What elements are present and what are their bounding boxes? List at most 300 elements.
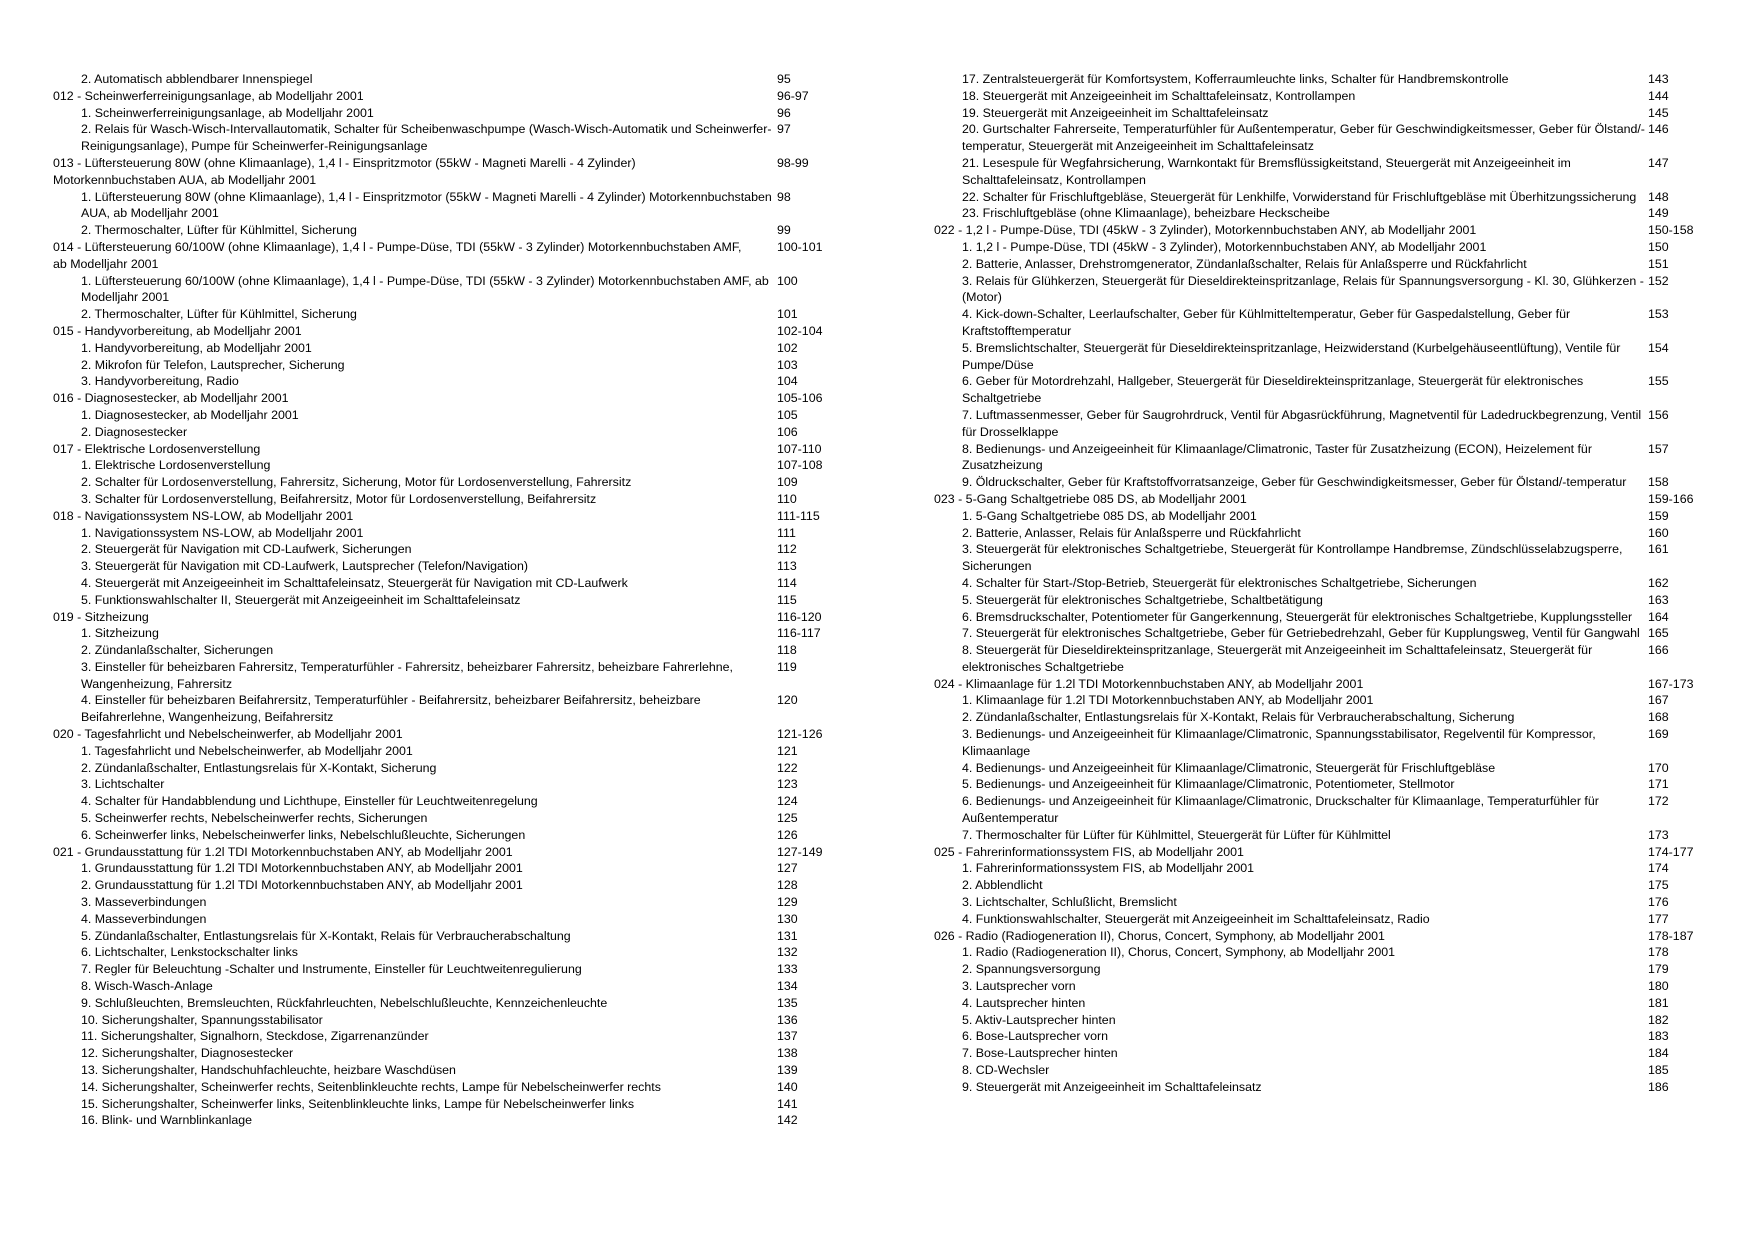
toc-page-number: 127 bbox=[777, 861, 798, 876]
toc-page-number: 162 bbox=[1648, 575, 1669, 590]
toc-entry-title: 4. Kick-down-Schalter, Leerlaufschalter, Geber für Kühlmitteltemperatur, Geber für Gaspedalstellung, Geber für Kraftstofftemperatur bbox=[962, 307, 1571, 338]
toc-subentry bbox=[934, 625, 1734, 642]
toc-subentry bbox=[934, 776, 1734, 793]
toc-page-number: 150-158 bbox=[1648, 223, 1694, 238]
toc-page-number: 160 bbox=[1648, 525, 1669, 540]
toc-entry-title: 1. 5-Gang Schaltgetriebe 085 DS, ab Modelljahr 2001 bbox=[962, 508, 1257, 523]
toc-section-entry bbox=[53, 508, 833, 525]
toc-column-left bbox=[53, 71, 833, 1129]
toc-section-entry bbox=[934, 222, 1734, 239]
toc-entry-title: 19. Steuergerät mit Anzeigeeinheit im Schalttafeleinsatz bbox=[962, 105, 1269, 120]
toc-subentry bbox=[53, 222, 833, 239]
toc-page-number: 118 bbox=[777, 643, 797, 658]
toc-subentry bbox=[934, 273, 1734, 307]
toc-entry-title: 7. Regler für Beleuchtung -Schalter und Instrumente, Einsteller für Leuchtweitenregulierung bbox=[81, 962, 582, 977]
toc-entry-title: 9. Schlußleuchten, Bremsleuchten, Rückfahrleuchten, Nebelschlußleuchte, Kennzeichenleuchte bbox=[81, 995, 608, 1010]
toc-subentry bbox=[934, 978, 1734, 995]
toc-entry-title: 3. Lautsprecher vorn bbox=[962, 979, 1076, 994]
toc-entry-title: 1. 1,2 l - Pumpe-Düse, TDI (45kW - 3 Zylinder), Motorkennbuchstaben ANY, ab Modelljahr 2001 bbox=[962, 239, 1487, 254]
toc-page-number: 142 bbox=[777, 1113, 798, 1128]
toc-subentry bbox=[53, 760, 833, 777]
toc-page-number: 98-99 bbox=[777, 155, 809, 170]
toc-subentry bbox=[53, 1062, 833, 1079]
toc-entry-title: 018 - Navigationssystem NS-LOW, ab Modelljahr 2001 bbox=[53, 508, 354, 523]
toc-entry-title: 5. Bedienungs- und Anzeigeeinheit für Klimaanlage/Climatronic, Potentiometer, Stellmotor bbox=[962, 777, 1455, 792]
toc-page-number: 180 bbox=[1648, 979, 1669, 994]
toc-page-number: 183 bbox=[1648, 1029, 1669, 1044]
toc-page-number: 130 bbox=[777, 911, 798, 926]
toc-page-number: 174-177 bbox=[1648, 844, 1694, 859]
toc-subentry bbox=[53, 407, 833, 424]
toc-subentry bbox=[53, 105, 833, 122]
toc-page-number: 107-108 bbox=[777, 458, 823, 473]
toc-page-number: 124 bbox=[777, 794, 798, 809]
toc-subentry bbox=[53, 1045, 833, 1062]
toc-page-number: 159-166 bbox=[1648, 491, 1694, 506]
toc-subentry bbox=[53, 1028, 833, 1045]
toc-subentry bbox=[53, 357, 833, 374]
toc-entry-title: 15. Sicherungshalter, Scheinwerfer links, Seitenblinkleuchte links, Lampe für Nebelscheinwerfer links bbox=[81, 1096, 635, 1111]
toc-entry-title: 9. Öldruckschalter, Geber für Kraftstoffvorratsanzeige, Geber für Geschwindigkeitsmesser, Geber für Ölstand/-temperatur bbox=[962, 475, 1627, 490]
toc-entry-title: 7. Steuergerät für elektronisches Schaltgetriebe, Geber für Getriebedrehzahl, Geber für Kupplungsweg, Ventil für Gangwahl bbox=[962, 626, 1640, 641]
toc-page-number: 177 bbox=[1648, 911, 1669, 926]
toc-entry-title: 21. Lesespule für Wegfahrsicherung, Warnkontakt für Bremsflüssigkeitstand, Steuergerät mit Anzeigeeinheit im Schalttafeleinsatz, Kontrollampen bbox=[962, 155, 1571, 187]
toc-entry-title: 5. Zündanlaßschalter, Entlastungsrelais für X-Kontakt, Relais für Verbraucherabschaltung bbox=[81, 928, 571, 943]
toc-page-number: 149 bbox=[1648, 206, 1669, 221]
toc-subentry bbox=[53, 642, 833, 659]
toc-page-number: 171 bbox=[1648, 777, 1669, 792]
toc-entry-title: 3. Einsteller für beheizbaren Fahrersitz, Temperaturfühler - Fahrersitz, beheizbarer Fahrersitz, beheizbare Fahrerlehne, Wangenheizung, Fahrersitz bbox=[81, 659, 733, 691]
toc-entry-title: 1. Grundausstattung für 1.2l TDI Motorkennbuchstaben ANY, ab Modelljahr 2001 bbox=[81, 861, 523, 876]
toc-entry-title: 22. Schalter für Frischluftgebläse, Steuergerät für Lenkhilfe, Vorwiderstand für Frischluftgebläse mit Überhitzungssicherung bbox=[962, 189, 1637, 204]
toc-page-number: 147 bbox=[1648, 155, 1669, 170]
toc-page-number: 141 bbox=[777, 1096, 798, 1111]
toc-subentry bbox=[934, 692, 1734, 709]
toc-page-number: 181 bbox=[1648, 995, 1669, 1010]
toc-subentry bbox=[934, 827, 1734, 844]
toc-subentry bbox=[53, 71, 833, 88]
toc-page-number: 146 bbox=[1648, 122, 1669, 137]
toc-entry-title: 7. Luftmassenmesser, Geber für Saugrohrdruck, Ventil für Abgasrückführung, Magnetventil für Ladedruckbegrenzung, Ventil für Drosselklappe bbox=[962, 407, 1642, 439]
toc-page-number: 97 bbox=[777, 122, 791, 137]
toc-entry-title: 5. Steuergerät für elektronisches Schaltgetriebe, Schaltbetätigung bbox=[962, 592, 1323, 607]
toc-subentry bbox=[53, 575, 833, 592]
toc-page-number: 136 bbox=[777, 1012, 798, 1027]
toc-subentry bbox=[934, 508, 1734, 525]
toc-entry-title: 020 - Tagesfahrlicht und Nebelscheinwerfer, ab Modelljahr 2001 bbox=[53, 727, 403, 742]
toc-subentry bbox=[934, 189, 1734, 206]
toc-page-number: 132 bbox=[777, 945, 798, 960]
toc-entry-title: 014 - Lüftersteuerung 60/100W (ohne Klimaanlage), 1,4 l - Pumpe-Düse, TDI (55kW - 3 Zylinder) Motorkennbuchstaben AMF, ab Modelljahr 2001 bbox=[53, 239, 742, 271]
toc-page-number: 100 bbox=[777, 273, 798, 288]
toc-subentry bbox=[53, 189, 833, 223]
toc-page-number: 168 bbox=[1648, 710, 1669, 725]
toc-entry-title: 3. Masseverbindungen bbox=[81, 895, 207, 910]
toc-entry-title: 1. Fahrerinformationssystem FIS, ab Modelljahr 2001 bbox=[962, 861, 1254, 876]
toc-subentry bbox=[934, 306, 1734, 340]
toc-section-entry bbox=[53, 726, 833, 743]
toc-subentry bbox=[53, 659, 833, 693]
toc-entry-title: 3. Lichtschalter bbox=[81, 777, 165, 792]
toc-entry-title: 2. Thermoschalter, Lüfter für Kühlmittel, Sicherung bbox=[81, 307, 357, 322]
toc-page-number: 179 bbox=[1648, 962, 1669, 977]
toc-subentry bbox=[53, 978, 833, 995]
toc-column-right bbox=[934, 71, 1734, 1096]
toc-entry-title: 5. Scheinwerfer rechts, Nebelscheinwerfer rechts, Sicherungen bbox=[81, 811, 428, 826]
toc-subentry bbox=[934, 894, 1734, 911]
toc-entry-title: 2. Batterie, Anlasser, Drehstromgenerator, Zündanlaßschalter, Relais für Anlaßsperre und Rückfahrlicht bbox=[962, 256, 1527, 271]
toc-page-number: 103 bbox=[777, 357, 798, 372]
toc-entry-title: 8. Steuergerät für Dieseldirekteinspritzanlage, Steuergerät mit Anzeigeeinheit im Schalttafeleinsatz, Steuergerät für elektronisches Schaltgetriebe bbox=[962, 643, 1593, 674]
toc-section-entry bbox=[53, 609, 833, 626]
toc-subentry bbox=[53, 894, 833, 911]
toc-entry-title: 2. Grundausstattung für 1.2l TDI Motorkennbuchstaben ANY, ab Modelljahr 2001 bbox=[81, 878, 523, 893]
toc-entry-title: 021 - Grundausstattung für 1.2l TDI Motorkennbuchstaben ANY, ab Modelljahr 2001 bbox=[53, 844, 513, 859]
toc-subentry bbox=[934, 709, 1734, 726]
toc-entry-title: 6. Scheinwerfer links, Nebelscheinwerfer links, Nebelschlußleuchte, Sicherungen bbox=[81, 827, 526, 842]
toc-page-number: 145 bbox=[1648, 105, 1669, 120]
toc-page-number: 111-115 bbox=[777, 508, 820, 523]
toc-page-number: 175 bbox=[1648, 878, 1669, 893]
toc-subentry bbox=[53, 558, 833, 575]
toc-subentry bbox=[53, 810, 833, 827]
toc-subentry bbox=[934, 105, 1734, 122]
toc-page-number: 176 bbox=[1648, 895, 1669, 910]
toc-section-entry bbox=[934, 676, 1734, 693]
toc-page-number: 120 bbox=[777, 693, 798, 708]
toc-entry-title: 2. Diagnosestecker bbox=[81, 424, 188, 439]
toc-page-number: 102-104 bbox=[777, 323, 823, 338]
toc-entry-title: 16. Blink- und Warnblinkanlage bbox=[81, 1113, 253, 1128]
toc-section-entry bbox=[53, 323, 833, 340]
toc-entry-title: 015 - Handyvorbereitung, ab Modelljahr 2001 bbox=[53, 323, 302, 338]
toc-entry-title: 2. Spannungsversorgung bbox=[962, 962, 1101, 977]
toc-page-number: 96 bbox=[777, 105, 791, 120]
toc-subentry bbox=[934, 642, 1734, 676]
toc-page-number: 114 bbox=[777, 575, 797, 590]
toc-subentry bbox=[53, 121, 833, 155]
toc-subentry bbox=[934, 205, 1734, 222]
toc-page-number: 150 bbox=[1648, 239, 1669, 254]
toc-page-number: 99 bbox=[777, 223, 791, 238]
toc-page-number: 101 bbox=[777, 307, 798, 322]
toc-subentry bbox=[53, 273, 833, 307]
toc-subentry bbox=[53, 776, 833, 793]
toc-entry-title: 2. Batterie, Anlasser, Relais für Anlaßsperre und Rückfahrlicht bbox=[962, 525, 1301, 540]
toc-section-entry bbox=[53, 239, 833, 273]
toc-page-number: 139 bbox=[777, 1063, 798, 1078]
toc-page-number: 186 bbox=[1648, 1079, 1669, 1094]
toc-subentry bbox=[934, 944, 1734, 961]
toc-entry-title: 9. Steuergerät mit Anzeigeeinheit im Schalttafeleinsatz bbox=[962, 1079, 1262, 1094]
toc-subentry bbox=[934, 609, 1734, 626]
toc-entry-title: 1. Diagnosestecker, ab Modelljahr 2001 bbox=[81, 407, 299, 422]
toc-entry-title: 3. Handyvorbereitung, Radio bbox=[81, 374, 239, 389]
toc-page-number: 111 bbox=[777, 525, 796, 540]
toc-page-number: 159 bbox=[1648, 508, 1669, 523]
toc-subentry bbox=[934, 441, 1734, 475]
toc-page-number: 110 bbox=[777, 491, 797, 506]
toc-entry-title: 1. Sitzheizung bbox=[81, 626, 159, 641]
toc-subentry bbox=[53, 340, 833, 357]
toc-page-number: 153 bbox=[1648, 307, 1669, 322]
toc-page-number: 109 bbox=[777, 475, 798, 490]
toc-entry-title: 6. Bose-Lautsprecher vorn bbox=[962, 1029, 1109, 1044]
toc-subentry bbox=[53, 928, 833, 945]
toc-entry-title: 13. Sicherungshalter, Handschuhfachleuchte, heizbare Waschdüsen bbox=[81, 1063, 456, 1078]
toc-entry-title: 2. Schalter für Lordosenverstellung, Fahrersitz, Sicherung, Motor für Lordosenverstellung, Fahrersitz bbox=[81, 475, 632, 490]
toc-entry-title: 012 - Scheinwerferreinigungsanlage, ab Modelljahr 2001 bbox=[53, 88, 364, 103]
toc-page-number: 157 bbox=[1648, 441, 1669, 456]
toc-page-number: 127-149 bbox=[777, 844, 823, 859]
toc-entry-title: 022 - 1,2 l - Pumpe-Düse, TDI (45kW - 3 Zylinder), Motorkennbuchstaben ANY, ab Modelljahr 2001 bbox=[934, 223, 1477, 238]
toc-page-number: 169 bbox=[1648, 727, 1669, 742]
toc-page-number: 106 bbox=[777, 424, 798, 439]
toc-subentry bbox=[53, 692, 833, 726]
toc-page-number: 133 bbox=[777, 962, 798, 977]
toc-subentry bbox=[934, 121, 1734, 155]
toc-subentry bbox=[53, 877, 833, 894]
toc-subentry bbox=[53, 625, 833, 642]
toc-subentry bbox=[53, 541, 833, 558]
toc-page-number: 167 bbox=[1648, 693, 1669, 708]
toc-entry-title: 5. Aktiv-Lautsprecher hinten bbox=[962, 1012, 1116, 1027]
toc-page-number: 131 bbox=[777, 928, 798, 943]
toc-subentry bbox=[934, 793, 1734, 827]
toc-page-number: 95 bbox=[777, 72, 791, 86]
toc-page-number: 138 bbox=[777, 1046, 798, 1061]
toc-entry-title: 016 - Diagnosestecker, ab Modelljahr 2001 bbox=[53, 391, 289, 406]
toc-subentry bbox=[53, 1012, 833, 1029]
toc-subentry bbox=[53, 961, 833, 978]
toc-subentry bbox=[934, 1062, 1734, 1079]
toc-page-number: 182 bbox=[1648, 1012, 1669, 1027]
toc-page-number: 104 bbox=[777, 374, 798, 389]
toc-page-number: 96-97 bbox=[777, 88, 809, 103]
toc-entry-title: 017 - Elektrische Lordosenverstellung bbox=[53, 441, 261, 456]
toc-page-number: 178-187 bbox=[1648, 928, 1694, 943]
toc-subentry bbox=[53, 743, 833, 760]
toc-section-entry bbox=[53, 390, 833, 407]
toc-entry-title: 1. Radio (Radiogeneration II), Chorus, Concert, Symphony, ab Modelljahr 2001 bbox=[962, 945, 1395, 960]
toc-subentry bbox=[934, 1012, 1734, 1029]
toc-page-number: 143 bbox=[1648, 72, 1669, 86]
toc-entry-title: 026 - Radio (Radiogeneration II), Chorus, Concert, Symphony, ab Modelljahr 2001 bbox=[934, 928, 1385, 943]
toc-entry-title: 3. Steuergerät für Navigation mit CD-Laufwerk, Lautsprecher (Telefon/Navigation) bbox=[81, 559, 528, 574]
toc-page-number: 121-126 bbox=[777, 727, 823, 742]
toc-page-number: 178 bbox=[1648, 945, 1669, 960]
toc-subentry bbox=[934, 239, 1734, 256]
toc-entry-title: 3. Bedienungs- und Anzeigeeinheit für Klimaanlage/Climatronic, Spannungsstabilisator, Regelventil für Kompressor, Klimaanlage bbox=[962, 727, 1596, 758]
toc-page-number: 135 bbox=[777, 995, 798, 1010]
toc-entry-title: 4. Bedienungs- und Anzeigeeinheit für Klimaanlage/Climatronic, Steuergerät für Frischluftgebläse bbox=[962, 760, 1496, 775]
toc-page-number: 98 bbox=[777, 189, 791, 204]
toc-entry-title: 5. Bremslichtschalter, Steuergerät für Dieseldirekteinspritzanlage, Heizwiderstand (Kurbelgehäuseentlüftung), Ventile für Pumpe/Düse bbox=[962, 340, 1621, 372]
toc-entry-title: 3. Lichtschalter, Schlußlicht, Bremslicht bbox=[962, 895, 1177, 910]
toc-page-number: 123 bbox=[777, 777, 798, 792]
toc-entry-title: 14. Sicherungshalter, Scheinwerfer rechts, Seitenblinkleuchte rechts, Lampe für Nebelscheinwerfer rechts bbox=[81, 1079, 661, 1094]
toc-subentry bbox=[934, 961, 1734, 978]
toc-entry-title: 4. Lautsprecher hinten bbox=[962, 995, 1086, 1010]
toc-entry-title: 023 - 5-Gang Schaltgetriebe 085 DS, ab Modelljahr 2001 bbox=[934, 491, 1247, 506]
toc-subentry bbox=[934, 71, 1734, 88]
toc-page-number: 151 bbox=[1648, 256, 1669, 271]
toc-subentry bbox=[53, 525, 833, 542]
toc-page-number: 121 bbox=[777, 743, 798, 758]
toc-subentry bbox=[934, 88, 1734, 105]
toc-entry-title: 025 - Fahrerinformationssystem FIS, ab Modelljahr 2001 bbox=[934, 844, 1244, 859]
toc-entry-title: 4. Steuergerät mit Anzeigeeinheit im Schalttafeleinsatz, Steuergerät für Navigation mit CD-Laufwerk bbox=[81, 575, 628, 590]
toc-page-number: 161 bbox=[1648, 542, 1669, 557]
toc-subentry bbox=[934, 340, 1734, 374]
toc-page-number: 166 bbox=[1648, 643, 1669, 658]
toc-page-number: 119 bbox=[777, 659, 797, 674]
toc-section-entry bbox=[53, 441, 833, 458]
toc-page-number: 154 bbox=[1648, 340, 1669, 355]
toc-page-number: 115 bbox=[777, 592, 797, 607]
toc-page-number: 185 bbox=[1648, 1063, 1669, 1078]
toc-entry-title: 7. Thermoschalter für Lüfter für Kühlmittel, Steuergerät für Lüfter für Kühlmittel bbox=[962, 827, 1391, 842]
toc-entry-title: 1. Elektrische Lordosenverstellung bbox=[81, 458, 271, 473]
toc-entry-title: 4. Schalter für Handabblendung und Lichthupe, Einsteller für Leuchtweitenregelung bbox=[81, 794, 538, 809]
toc-section-entry bbox=[934, 491, 1734, 508]
toc-subentry bbox=[934, 525, 1734, 542]
toc-entry-title: 4. Schalter für Start-/Stop-Betrieb, Steuergerät für elektronisches Schaltgetriebe, Sicherungen bbox=[962, 575, 1477, 590]
toc-entry-title: 18. Steuergerät mit Anzeigeeinheit im Schalttafeleinsatz, Kontrollampen bbox=[962, 88, 1356, 103]
toc-page-number: 165 bbox=[1648, 626, 1669, 641]
toc-subentry bbox=[934, 877, 1734, 894]
toc-entry-title: 17. Zentralsteuergerät für Komfortsystem, Kofferraumleuchte links, Schalter für Handbremskontrolle bbox=[962, 72, 1509, 86]
toc-page-number: 174 bbox=[1648, 861, 1669, 876]
toc-page-number: 125 bbox=[777, 811, 798, 826]
toc-subentry bbox=[934, 592, 1734, 609]
toc-section-entry bbox=[53, 844, 833, 861]
toc-subentry bbox=[53, 911, 833, 928]
toc-section-entry bbox=[53, 155, 833, 189]
toc-page-number: 137 bbox=[777, 1029, 798, 1044]
toc-entry-title: 013 - Lüftersteuerung 80W (ohne Klimaanlage), 1,4 l - Einspritzmotor (55kW - Magneti Marelli - 4 Zylinder) Motorkennbuchstaben AUA, ab Modelljahr 2001 bbox=[53, 155, 636, 187]
toc-page-number: 107-110 bbox=[777, 441, 822, 456]
toc-entry-title: 12. Sicherungshalter, Diagnosestecker bbox=[81, 1046, 294, 1061]
toc-subentry bbox=[934, 155, 1734, 189]
toc-subentry bbox=[934, 1079, 1734, 1096]
toc-page-number: 122 bbox=[777, 760, 798, 775]
toc-entry-title: 1. Handyvorbereitung, ab Modelljahr 2001 bbox=[81, 340, 312, 355]
toc-subentry bbox=[53, 306, 833, 323]
toc-subentry bbox=[53, 491, 833, 508]
toc-entry-title: 7. Bose-Lautsprecher hinten bbox=[962, 1046, 1118, 1061]
toc-entry-title: 2. Mikrofon für Telefon, Lautsprecher, Sicherung bbox=[81, 357, 345, 372]
toc-subentry bbox=[53, 944, 833, 961]
toc-subentry bbox=[934, 474, 1734, 491]
toc-page-number: 144 bbox=[1648, 88, 1669, 103]
toc-page-number: 164 bbox=[1648, 609, 1669, 624]
toc-entry-title: 23. Frischluftgebläse (ohne Klimaanlage), beheizbare Heckscheibe bbox=[962, 206, 1330, 221]
toc-subentry bbox=[53, 860, 833, 877]
toc-entry-title: 10. Sicherungshalter, Spannungsstabilisator bbox=[81, 1012, 323, 1027]
toc-subentry bbox=[934, 256, 1734, 273]
toc-page-number: 126 bbox=[777, 827, 798, 842]
toc-subentry bbox=[934, 860, 1734, 877]
toc-subentry bbox=[934, 1045, 1734, 1062]
toc-subentry bbox=[53, 457, 833, 474]
toc-entry-title: 3. Schalter für Lordosenverstellung, Beifahrersitz, Motor für Lordosenverstellung, Beifahrersitz bbox=[81, 491, 597, 506]
toc-entry-title: 11. Sicherungshalter, Signalhorn, Steckdose, Zigarrenanzünder bbox=[81, 1029, 429, 1044]
toc-page-number: 112 bbox=[777, 542, 797, 557]
toc-entry-title: 024 - Klimaanlage für 1.2l TDI Motorkennbuchstaben ANY, ab Modelljahr 2001 bbox=[934, 676, 1364, 691]
toc-entry-title: 2. Steuergerät für Navigation mit CD-Laufwerk, Sicherungen bbox=[81, 542, 412, 557]
toc-entry-title: 6. Geber für Motordrehzahl, Hallgeber, Steuergerät für Dieseldirekteinspritzanlage, Steuergerät für elektronisches Schaltgetriebe bbox=[962, 374, 1584, 406]
toc-entry-title: 3. Relais für Glühkerzen, Steuergerät für Dieseldirekteinspritzanlage, Relais für Spannungsversorgung - Kl. 30, Glühkerzen - (Motor) bbox=[962, 273, 1644, 305]
toc-subentry bbox=[53, 424, 833, 441]
toc-entry-title: 2. Zündanlaßschalter, Entlastungsrelais für X-Kontakt, Sicherung bbox=[81, 760, 437, 775]
toc-subentry bbox=[53, 827, 833, 844]
toc-entry-title: 8. CD-Wechsler bbox=[962, 1063, 1050, 1078]
toc-page-number: 167-173 bbox=[1648, 676, 1694, 691]
toc-entry-title: 2. Abblendlicht bbox=[962, 878, 1043, 893]
toc-subentry bbox=[53, 793, 833, 810]
toc-entry-title: 20. Gurtschalter Fahrerseite, Temperaturfühler für Außentemperatur, Geber für Geschwindigkeitsmesser, Geber für Ölstand/-temperatur, Steuergerät mit Anzeigeeinheit im Schalttafeleinsatz bbox=[962, 122, 1645, 154]
toc-page-number: 173 bbox=[1648, 827, 1669, 842]
toc-subentry bbox=[934, 407, 1734, 441]
toc-subentry bbox=[934, 726, 1734, 760]
toc-entry-title: 2. Zündanlaßschalter, Sicherungen bbox=[81, 643, 274, 658]
toc-subentry bbox=[53, 995, 833, 1012]
toc-entry-title: 6. Lichtschalter, Lenkstockschalter links bbox=[81, 945, 298, 960]
toc-page-number: 134 bbox=[777, 979, 798, 994]
toc-entry-title: 4. Masseverbindungen bbox=[81, 911, 207, 926]
toc-entry-title: 2. Zündanlaßschalter, Entlastungsrelais für X-Kontakt, Relais für Verbraucherabschaltung, Sicherung bbox=[962, 710, 1515, 725]
toc-section-entry bbox=[934, 928, 1734, 945]
toc-page-number: 155 bbox=[1648, 374, 1669, 389]
toc-page-number: 100-101 bbox=[777, 239, 823, 254]
toc-page-number: 148 bbox=[1648, 189, 1669, 204]
toc-page-number: 129 bbox=[777, 895, 798, 910]
toc-page-number: 116-117 bbox=[777, 626, 821, 641]
toc-page-number: 128 bbox=[777, 878, 798, 893]
toc-section-entry bbox=[53, 88, 833, 105]
toc-subentry bbox=[53, 373, 833, 390]
toc-entry-title: 1. Tagesfahrlicht und Nebelscheinwerfer, ab Modelljahr 2001 bbox=[81, 743, 413, 758]
toc-page-number: 184 bbox=[1648, 1046, 1669, 1061]
toc-page-number: 152 bbox=[1648, 273, 1669, 288]
toc-entry-title: 8. Bedienungs- und Anzeigeeinheit für Klimaanlage/Climatronic, Taster für Zusatzheizung (ECON), Heizelement für Zusatzheizung bbox=[962, 441, 1592, 473]
toc-subentry bbox=[934, 995, 1734, 1012]
toc-subentry bbox=[934, 575, 1734, 592]
toc-page-number: 105 bbox=[777, 407, 798, 422]
toc-entry-title: 4. Funktionswahlschalter, Steuergerät mit Anzeigeeinheit im Schalttafeleinsatz, Radio bbox=[962, 911, 1430, 926]
toc-entry-title: 1. Navigationssystem NS-LOW, ab Modelljahr 2001 bbox=[81, 525, 364, 540]
toc-entry-title: 6. Bedienungs- und Anzeigeeinheit für Klimaanlage/Climatronic, Druckschalter für Klimaanlage, Temperaturfühler für Außentemperatur bbox=[962, 794, 1599, 826]
toc-entry-title: 6. Bremsdruckschalter, Potentiometer für Gangerkennung, Steuergerät für elektronisches Schaltgetriebe, Kupplungssteller bbox=[962, 609, 1633, 624]
toc-entry-title: 8. Wisch-Wasch-Anlage bbox=[81, 979, 213, 994]
toc-subentry bbox=[53, 1079, 833, 1096]
toc-entry-title: 2. Automatisch abblendbarer Innenspiegel bbox=[81, 72, 313, 86]
toc-subentry bbox=[934, 760, 1734, 777]
toc-entry-title: 2. Thermoschalter, Lüfter für Kühlmittel, Sicherung bbox=[81, 223, 357, 238]
toc-page-number: 170 bbox=[1648, 760, 1669, 775]
toc-entry-title: 1. Lüftersteuerung 80W (ohne Klimaanlage), 1,4 l - Einspritzmotor (55kW - Magneti Marelli - 4 Zylinder) Motorkennbuchstaben AUA, ab Modelljahr 2001 bbox=[81, 189, 772, 221]
toc-subentry bbox=[53, 1112, 833, 1129]
toc-entry-title: 1. Scheinwerferreinigungsanlage, ab Modelljahr 2001 bbox=[81, 105, 374, 120]
toc-subentry bbox=[934, 1028, 1734, 1045]
toc-page-number: 156 bbox=[1648, 407, 1669, 422]
toc-entry-title: 4. Einsteller für beheizbaren Beifahrersitz, Temperaturfühler - Beifahrersitz, beheizbarer Beifahrersitz, beheizbare Beifahrerlehne, Wangenheizung, Beifahrersitz bbox=[81, 693, 701, 725]
toc-subentry bbox=[53, 474, 833, 491]
toc-subentry bbox=[53, 592, 833, 609]
toc-page-number: 172 bbox=[1648, 794, 1669, 809]
toc-entry-title: 2. Relais für Wasch-Wisch-Intervallautomatik, Schalter für Scheibenwaschpumpe (Wasch-Wisch-Automatik und Scheinwerfer-Reinigungsanlage), Pumpe für Scheinwerfer-Reinigungsanlage bbox=[81, 122, 772, 154]
